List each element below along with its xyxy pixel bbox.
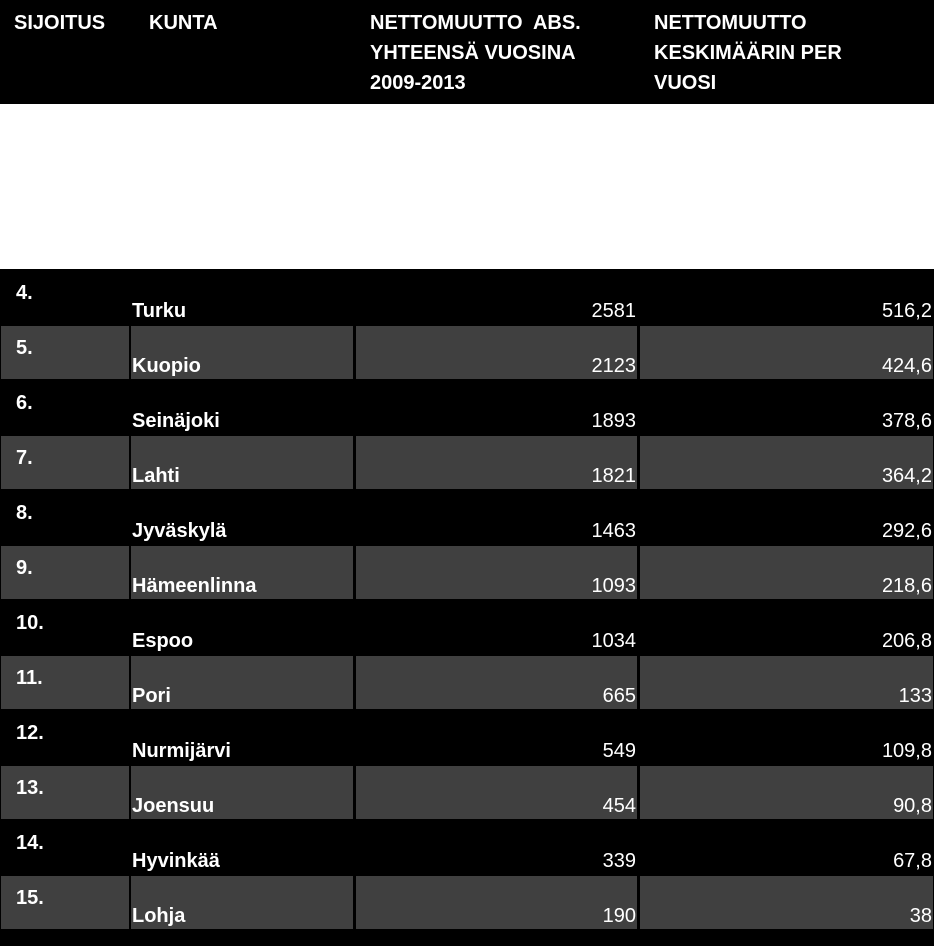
rank-value: 8.: [16, 502, 33, 524]
municipality-cell: [131, 656, 353, 709]
net-avg-cell: [640, 766, 933, 819]
municipality-name: Kuopio: [132, 355, 201, 377]
net-avg-cell: [640, 381, 933, 434]
net-total-cell: [356, 436, 637, 489]
net-avg-cell: [640, 711, 933, 764]
net-avg-cell: [640, 601, 933, 654]
net-avg-value: 292,6: [881, 520, 932, 542]
municipality-cell: [131, 271, 353, 324]
net-avg-value: 364,2: [881, 465, 932, 487]
municipality-name: Nurmijärvi: [132, 740, 231, 762]
rank-cell: [1, 381, 129, 434]
net-total-cell: [356, 821, 637, 874]
net-total-value: 1463: [591, 520, 636, 542]
municipality-cell: [131, 491, 353, 544]
municipality-cell: [131, 546, 353, 599]
rank-value: 7.: [16, 447, 33, 469]
net-avg-value: 206,8: [881, 630, 932, 652]
net-avg-cell: [640, 546, 933, 599]
net-avg-cell: [640, 656, 933, 709]
header-net-avg-line-3: VUOSI: [654, 72, 717, 94]
header-municipality-label: KUNTA: [149, 12, 218, 34]
net-total-value: 454: [602, 795, 636, 817]
rank-value: 12.: [16, 722, 44, 744]
net-avg-value: 90,8: [893, 795, 932, 817]
rank-value: 13.: [16, 777, 44, 799]
header-rank: [1, 0, 129, 102]
net-total-value: 339: [602, 850, 636, 872]
net-total-cell: [356, 711, 637, 764]
net-total-value: 2581: [591, 300, 636, 322]
net-avg-cell: [640, 326, 933, 379]
table-row: [0, 326, 934, 379]
table-row: [0, 546, 934, 599]
net-total-value: 549: [602, 740, 636, 762]
table-row: [0, 491, 934, 544]
municipality-cell: [131, 436, 353, 489]
net-avg-value: 378,6: [881, 410, 932, 432]
net-avg-cell: [640, 436, 933, 489]
net-total-value: 1821: [591, 465, 636, 487]
rank-value: 4.: [16, 282, 33, 304]
net-total-cell: [356, 601, 637, 654]
rank-cell: [1, 436, 129, 489]
net-avg-value: 38: [909, 905, 932, 927]
rank-cell: [1, 601, 129, 654]
net-avg-value: 424,6: [881, 355, 932, 377]
net-avg-value: 218,6: [881, 575, 932, 597]
rank-cell: [1, 766, 129, 819]
municipality-name: Lohja: [132, 905, 186, 927]
net-total-cell: [356, 381, 637, 434]
net-total-value: 1093: [591, 575, 636, 597]
table-row: [0, 821, 934, 874]
net-total-value: 665: [602, 685, 636, 707]
header-net-total-line-3: 2009-2013: [370, 72, 466, 94]
rank-cell: [1, 271, 129, 324]
header-net-total-line-2: YHTEENSÄ VUOSINA: [370, 42, 576, 64]
municipality-name: Joensuu: [132, 795, 215, 817]
net-avg-cell: [640, 821, 933, 874]
rank-value: 6.: [16, 392, 33, 414]
net-total-cell: [356, 271, 637, 324]
table-header-row: [0, 0, 934, 102]
rank-cell: [1, 821, 129, 874]
header-municipality: [131, 0, 353, 102]
table-row: [0, 656, 934, 709]
table-row: [0, 876, 934, 929]
net-total-cell: [356, 766, 637, 819]
municipality-name: Lahti: [132, 465, 180, 487]
net-total-cell: [356, 656, 637, 709]
rank-value: 15.: [16, 887, 44, 909]
municipality-cell: [131, 601, 353, 654]
net-avg-cell: [640, 876, 933, 929]
rank-value: 9.: [16, 557, 33, 579]
net-total-value: 2123: [591, 355, 636, 377]
header-net-avg-line-1: NETTOMUUTTO: [654, 12, 807, 34]
net-avg-value: 133: [898, 685, 932, 707]
table-row: [0, 601, 934, 654]
municipality-name: Seinäjoki: [132, 410, 220, 432]
net-avg-cell: [640, 271, 933, 324]
rank-cell: [1, 491, 129, 544]
net-total-cell: [356, 546, 637, 599]
net-total-value: 1034: [591, 630, 636, 652]
header-net-total-line-1: NETTOMUUTTO ABS.: [370, 12, 581, 34]
net-total-value: 1893: [591, 410, 636, 432]
rank-cell: [1, 876, 129, 929]
table-row: [0, 711, 934, 764]
rank-cell: [1, 711, 129, 764]
rank-cell: [1, 326, 129, 379]
header-net-total: [356, 0, 637, 102]
municipality-name: Hyvinkää: [132, 850, 220, 872]
municipality-cell: [131, 821, 353, 874]
net-total-cell: [356, 326, 637, 379]
net-avg-value: 516,2: [881, 300, 932, 322]
rank-cell: [1, 546, 129, 599]
net-total-cell: [356, 491, 637, 544]
footer-band: [0, 933, 934, 946]
table-row: [0, 271, 934, 324]
rank-value: 5.: [16, 337, 33, 359]
municipality-name: Pori: [132, 685, 171, 707]
municipality-name: Jyväskylä: [132, 520, 227, 542]
municipality-name: Hämeenlinna: [132, 575, 257, 597]
header-net-avg-line-2: KESKIMÄÄRIN PER: [654, 42, 842, 64]
net-total-cell: [356, 876, 637, 929]
header-rank-label: SIJOITUS: [14, 12, 106, 34]
municipality-cell: [131, 876, 353, 929]
table-row: [0, 766, 934, 819]
rank-value: 14.: [16, 832, 44, 854]
blank-band: [0, 104, 934, 269]
table-row: [0, 381, 934, 434]
rank-cell: [1, 656, 129, 709]
net-total-value: 190: [602, 905, 636, 927]
municipality-name: Turku: [132, 300, 187, 322]
net-avg-value: 67,8: [893, 850, 932, 872]
municipality-cell: [131, 766, 353, 819]
header-net-avg: [640, 0, 933, 102]
municipality-cell: [131, 326, 353, 379]
municipality-name: Espoo: [132, 630, 194, 652]
rank-value: 11.: [16, 667, 43, 689]
municipality-cell: [131, 711, 353, 764]
rank-value: 10.: [16, 612, 44, 634]
net-avg-cell: [640, 491, 933, 544]
table-row: [0, 436, 934, 489]
net-avg-value: 109,8: [881, 740, 932, 762]
municipality-cell: [131, 381, 353, 434]
